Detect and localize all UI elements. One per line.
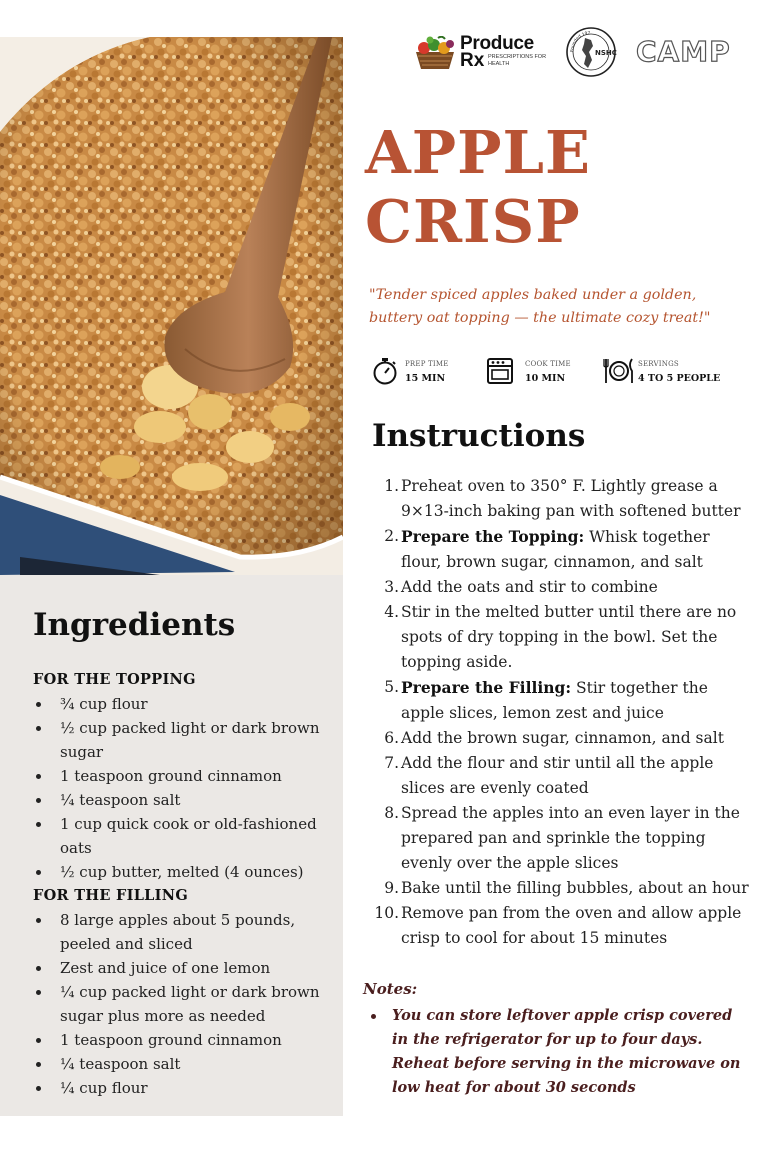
note-item: You can store leftover apple crisp covered in the refrigerator for up to four days. Reheat before serving in the microwave on low heat for about 30 seconds	[363, 1004, 748, 1100]
notes-heading: Notes:	[363, 980, 418, 998]
instructions-list	[372, 474, 752, 951]
step-text: Bake until the filling bubbles, about an hour	[401, 879, 749, 897]
produce-basket-icon	[412, 36, 458, 70]
step-text: Whisk together flour, brown sugar, cinnamon, and salt	[401, 528, 710, 571]
ingredient-item: ¼ cup flour	[33, 1076, 323, 1100]
stopwatch-icon	[372, 356, 398, 386]
instruction-step	[372, 600, 752, 675]
instruction-step	[372, 675, 752, 726]
step-number: 5.	[384, 678, 399, 696]
ingredient-item: 1 teaspoon ground cinnamon	[33, 1028, 323, 1052]
step-number: 6.	[384, 729, 399, 747]
ingredient-item: ¼ teaspoon salt	[33, 1052, 323, 1076]
ingredient-item: ½ cup packed light or dark brown sugar	[33, 716, 323, 764]
ingredients-heading: Ingredients	[33, 607, 236, 643]
step-text: Spread the apples into an even layer in the prepared pan and sprinkle the topping evenly over the apple slices	[401, 804, 740, 872]
instruction-step	[372, 474, 752, 524]
filling-list	[33, 908, 323, 1100]
ingredient-item: ½ cup butter, melted (4 ounces)	[33, 860, 323, 884]
instructions-heading: Instructions	[372, 418, 586, 454]
recipe-tagline: "Tender spiced apples baked under a golden, buttery oat topping — the ultimate cozy treat!"	[369, 287, 711, 326]
apple-crisp-illustration	[0, 37, 343, 575]
step-text: Preheat oven to 350° F. Lightly grease a 9×13-inch baking pan with softened butter	[401, 477, 741, 520]
prep-value: 15 MIN	[405, 373, 446, 384]
ingredient-item: ¼ teaspoon salt	[33, 788, 323, 812]
step-text: Add the oats and stir to combine	[401, 578, 658, 596]
step-bold-label: Prepare the Topping:	[401, 527, 585, 546]
step-text: Stir together the apple slices, lemon zest and juice	[401, 679, 708, 722]
nshc-logo	[565, 26, 617, 78]
plate-cutlery-icon	[603, 356, 635, 386]
ingredient-item: ¼ cup packed light or dark brown sugar plus more as needed	[33, 980, 323, 1028]
servings-value: 4 TO 5 PEOPLE	[638, 373, 721, 384]
topping-heading: FOR THE TOPPING	[33, 671, 196, 688]
instruction-step	[372, 575, 752, 600]
step-text: Stir in the melted butter until there are no spots of dry topping in the bowl. Set the topping aside.	[401, 603, 737, 671]
camp-wordmark-icon	[634, 35, 738, 67]
ingredients-body	[33, 668, 323, 1100]
produce-rx: Rx	[460, 50, 485, 71]
step-text: Remove pan from the oven and allow apple crisp to cool for about 15 minutes	[401, 904, 742, 947]
apple-crisp-photo	[0, 37, 343, 575]
produce-rx-logo	[412, 33, 547, 74]
step-number: 9.	[384, 879, 399, 897]
step-number: 1.	[384, 477, 399, 495]
step-bold-label: Prepare the Filling:	[401, 678, 572, 697]
ingredient-item: ¾ cup flour	[33, 692, 323, 716]
instruction-step	[372, 876, 752, 901]
servings-label: SERVINGS	[638, 360, 679, 368]
ingredient-item: 1 teaspoon ground cinnamon	[33, 764, 323, 788]
camp-logo	[634, 35, 738, 71]
instruction-step	[372, 901, 752, 951]
step-number: 2.	[384, 527, 399, 545]
camp-text: CAMP	[636, 35, 731, 67]
ingredient-item: 1 cup quick cook or old-fashioned oats	[33, 812, 323, 860]
recipe-title	[365, 118, 591, 256]
oven-icon	[486, 356, 514, 386]
step-number: 8.	[384, 804, 399, 822]
nshc-seal-icon	[565, 26, 617, 78]
instruction-step	[372, 726, 752, 751]
cook-value: 10 MIN	[525, 373, 566, 384]
cook-time	[486, 356, 596, 388]
ingredient-item: 8 large apples about 5 pounds, peeled and sliced	[33, 908, 323, 956]
title-line-1: APPLE	[365, 118, 591, 187]
title-line-2: CRISP	[365, 187, 581, 256]
cook-label: COOK TIME	[525, 360, 571, 368]
topping-list	[33, 692, 323, 884]
step-number: 3.	[384, 578, 399, 596]
step-text: Add the brown sugar, cinnamon, and salt	[401, 729, 724, 747]
instruction-step	[372, 524, 752, 575]
servings	[603, 356, 743, 388]
step-number: 7.	[384, 754, 399, 772]
nshc-founded: Founded 197	[568, 29, 591, 53]
step-number: 4.	[384, 603, 399, 621]
step-number: 10.	[374, 904, 399, 922]
nshc-text: NSHC	[595, 49, 617, 57]
step-text: Add the flour and stir until all the apple slices are evenly coated	[401, 754, 714, 797]
produce-name: Produce	[460, 33, 534, 54]
ingredient-item: Zest and juice of one lemon	[33, 956, 323, 980]
instruction-step	[372, 751, 752, 801]
prep-label: PREP TIME	[405, 360, 449, 368]
produce-tagline: PRESCRIPTIONS FOR HEALTH	[488, 54, 547, 67]
prep-time	[372, 356, 482, 388]
notes-list	[363, 1004, 748, 1100]
instruction-step	[372, 801, 752, 876]
filling-heading: FOR THE FILLING	[33, 887, 189, 904]
